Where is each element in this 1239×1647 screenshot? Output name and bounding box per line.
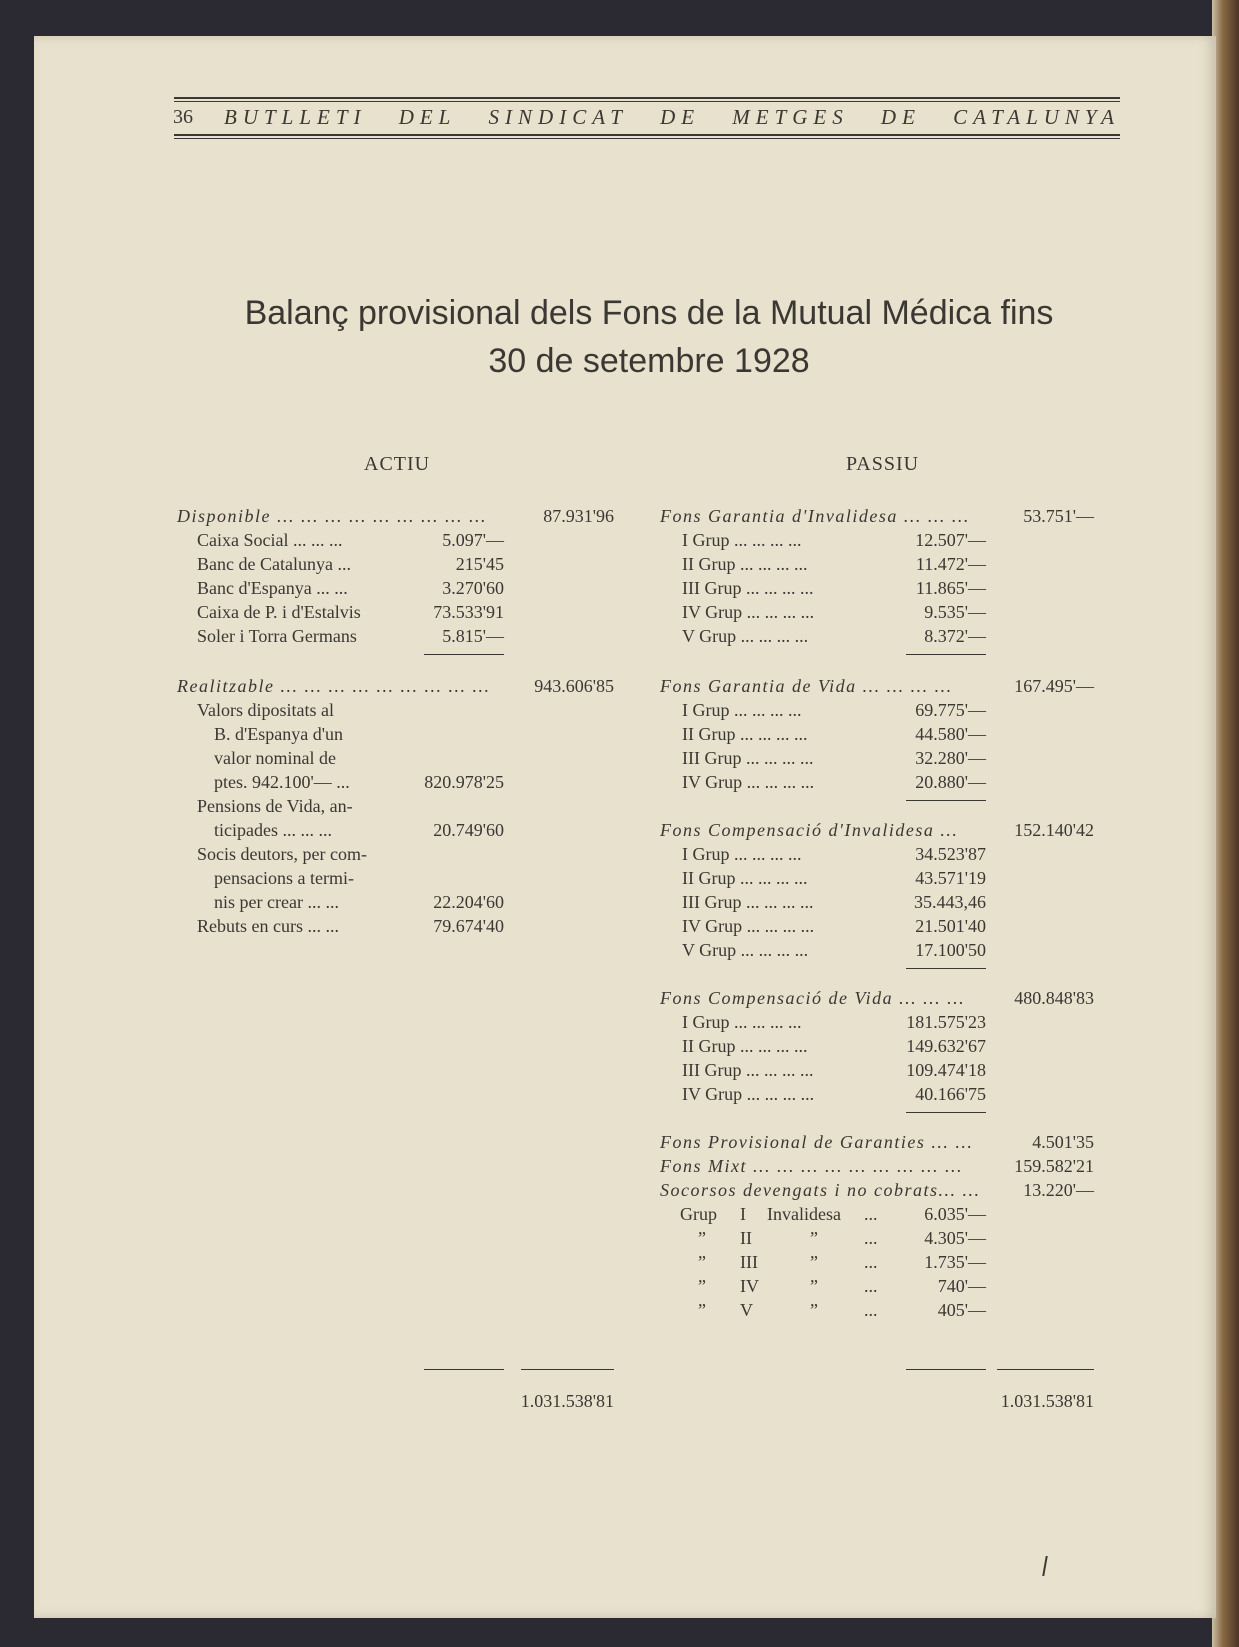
total-rule — [521, 1369, 614, 1370]
valors-line: valor nominal de — [214, 748, 336, 768]
actiu-item-value: 73.533'91 — [433, 602, 504, 622]
socorsos-grup-col1: ” — [698, 1300, 706, 1320]
passiu-item-value: 11.865'— — [915, 578, 986, 598]
socorsos-grup-value: 1.735'— — [924, 1252, 986, 1272]
header-rule-bottom — [174, 134, 1120, 136]
passiu-item-value: 44.580'— — [915, 724, 986, 744]
passiu-item-value: 17.100'50 — [915, 940, 986, 960]
passiu-section-total: 152.140'42 — [1014, 820, 1094, 840]
actiu-item-value: 3.270'60 — [442, 578, 504, 598]
subtotal-rule — [906, 800, 986, 801]
passiu-item-label: IV Grup ... ... ... ... — [682, 916, 815, 936]
socorsos-total: 13.220'— — [1023, 1180, 1094, 1200]
socis-line: nis per crear ... ... — [214, 892, 339, 912]
passiu-item-value: 8.372'— — [924, 626, 986, 646]
passiu-item-label: V Grup ... ... ... ... — [682, 626, 809, 646]
rebuts-label: Rebuts en curs ... ... — [197, 916, 339, 936]
socorsos-grup-col3: ” — [810, 1300, 818, 1320]
socis-value: 22.204'60 — [433, 892, 504, 912]
provisional-label: Fons Provisional de Garanties ... ... — [660, 1132, 974, 1152]
socorsos-grup-col3: ” — [810, 1228, 818, 1248]
socorsos-grup-value: 740'— — [937, 1276, 986, 1296]
socorsos-grup-col3: ” — [810, 1276, 818, 1296]
socorsos-grup-col2: IV — [740, 1276, 759, 1296]
passiu-item-label: I Grup ... ... ... ... — [682, 844, 802, 864]
socorsos-grup-dots: ... — [864, 1204, 878, 1224]
actiu-item-value: 215'45 — [455, 554, 504, 574]
running-title-word: DE — [880, 105, 921, 129]
pensions-line: ticipades ... ... ... — [214, 820, 332, 840]
pensions-line: Pensions de Vida, an- — [197, 796, 353, 816]
passiu-item-label: IV Grup ... ... ... ... — [682, 1084, 815, 1104]
mixt-total: 159.582'21 — [1014, 1156, 1094, 1176]
subtotal-rule — [424, 654, 504, 655]
disponible-label: Disponible ... ... ... ... ... ... ... ... ... — [177, 506, 487, 526]
passiu-item-label: II Grup ... ... ... ... — [682, 724, 808, 744]
socorsos-grup-col3: ” — [810, 1252, 818, 1272]
passiu-item-label: III Grup ... ... ... ... — [682, 892, 814, 912]
realitzable-label: Realitzable ... ... ... ... ... ... ... ... ... — [177, 676, 491, 696]
socorsos-grup-col2: III — [740, 1252, 758, 1272]
passiu-item-label: III Grup ... ... ... ... — [682, 748, 814, 768]
header-rule-top-thin — [174, 101, 1120, 102]
socorsos-grup-col1: Grup — [680, 1204, 717, 1224]
socorsos-grup-dots: ... — [864, 1276, 878, 1296]
passiu-item-label: I Grup ... ... ... ... — [682, 530, 802, 550]
valors-line: ptes. 942.100'— ... — [214, 772, 350, 792]
document-title-line-2: 30 de setembre 1928 — [488, 342, 810, 380]
passiu-item-value: 32.280'— — [915, 748, 986, 768]
socorsos-grup-value: 405'— — [937, 1300, 986, 1320]
passiu-item-value: 181.575'23 — [906, 1012, 986, 1032]
passiu-heading: PASSIU — [846, 453, 920, 475]
running-title-word: BUTLLETI — [224, 105, 367, 129]
passiu-item-label: II Grup ... ... ... ... — [682, 1036, 808, 1056]
running-title-word: SINDICAT — [488, 105, 628, 129]
socorsos-grup-col2: II — [740, 1228, 752, 1248]
passiu-item-label: I Grup ... ... ... ... — [682, 1012, 802, 1032]
socorsos-grup-col1: ” — [698, 1252, 706, 1272]
socorsos-grup-col2: V — [740, 1300, 753, 1320]
ink-mark — [1042, 1556, 1051, 1576]
actiu-item-label: Caixa de P. i d'Estalvis — [197, 602, 361, 622]
socis-line: Socis deutors, per com- — [197, 844, 367, 864]
passiu-item-label: II Grup ... ... ... ... — [682, 868, 808, 888]
passiu-item-value: 21.501'40 — [915, 916, 986, 936]
passiu-item-value: 11.472'— — [915, 554, 986, 574]
total-rule — [906, 1369, 986, 1370]
subtotal-rule — [906, 968, 986, 969]
passiu-section-total: 480.848'83 — [1014, 988, 1094, 1008]
document-page — [34, 36, 1216, 1618]
socorsos-grup-dots: ... — [864, 1228, 878, 1248]
socorsos-grup-value: 6.035'— — [924, 1204, 986, 1224]
passiu-grand-total: 1.031.538'81 — [1000, 1391, 1094, 1411]
passiu-section-total: 167.495'— — [1014, 676, 1094, 696]
passiu-item-value: 149.632'67 — [906, 1036, 986, 1056]
passiu-item-value: 12.507'— — [915, 530, 986, 550]
rebuts-value: 79.674'40 — [433, 916, 504, 936]
socorsos-grup-col1: ” — [698, 1228, 706, 1248]
running-title-word: DE — [660, 105, 701, 129]
subtotal-rule — [906, 654, 986, 655]
total-rule — [424, 1369, 504, 1370]
passiu-item-value: 34.523'87 — [915, 844, 986, 864]
passiu-section-label: Fons Compensació d'Invalidesa ... — [660, 820, 959, 840]
passiu-item-value: 20.880'— — [915, 772, 986, 792]
header-rule-bottom-thin — [174, 138, 1120, 139]
subtotal-rule — [906, 1112, 986, 1113]
passiu-item-value: 35.443,46 — [914, 892, 986, 912]
socorsos-grup-col1: ” — [698, 1276, 706, 1296]
passiu-item-value: 69.775'— — [915, 700, 986, 720]
socorsos-grup-col3: Invalidesa — [767, 1204, 841, 1224]
passiu-item-label: I Grup ... ... ... ... — [682, 700, 802, 720]
socorsos-grup-dots: ... — [864, 1252, 878, 1272]
valors-line: B. d'Espanya d'un — [214, 724, 343, 744]
running-title-word: CATALUNYA — [953, 105, 1120, 129]
valors-line: Valors dipositats al — [197, 700, 334, 720]
actiu-item-label: Soler i Torra Germans — [197, 626, 357, 646]
document-title-line-1: Balanç provisional dels Fons de la Mutual Médica fins — [244, 294, 1054, 332]
running-title-word: DEL — [398, 105, 457, 129]
socorsos-grup-col2: I — [740, 1204, 746, 1224]
total-rule — [997, 1369, 1094, 1370]
socorsos-label: Socorsos devengats i no cobrats... ... — [660, 1180, 981, 1200]
header-rule-top — [174, 97, 1120, 99]
running-title-word: METGES — [732, 105, 849, 129]
realitzable-total: 943.606'85 — [534, 676, 614, 696]
passiu-item-label: III Grup ... ... ... ... — [682, 578, 814, 598]
passiu-item-label: III Grup ... ... ... ... — [682, 1060, 814, 1080]
passiu-section-label: Fons Compensació de Vida ... ... ... — [660, 988, 966, 1008]
pensions-value: 20.749'60 — [433, 820, 504, 840]
actiu-item-label: Banc de Catalunya ... — [197, 554, 351, 574]
valors-value: 820.978'25 — [424, 772, 504, 792]
book-spine-edge — [1212, 0, 1239, 1647]
socis-line: pensacions a termi- — [214, 868, 354, 888]
actiu-item-label: Banc d'Espanya ... ... — [197, 578, 348, 598]
passiu-item-label: II Grup ... ... ... ... — [682, 554, 808, 574]
disponible-total: 87.931'96 — [543, 506, 614, 526]
actiu-heading: ACTIU — [364, 453, 431, 475]
actiu-item-value: 5.097'— — [442, 530, 504, 550]
passiu-section-total: 53.751'— — [1023, 506, 1094, 526]
actiu-item-value: 5.815'— — [442, 626, 504, 646]
running-title — [224, 105, 1120, 130]
passiu-item-label: V Grup ... ... ... ... — [682, 940, 809, 960]
actiu-grand-total: 1.031.538'81 — [520, 1391, 614, 1411]
socorsos-grup-dots: ... — [864, 1300, 878, 1320]
passiu-item-label: IV Grup ... ... ... ... — [682, 772, 815, 792]
passiu-item-value: 43.571'19 — [915, 868, 986, 888]
passiu-item-label: IV Grup ... ... ... ... — [682, 602, 815, 622]
passiu-section-label: Fons Garantia de Vida ... ... ... ... — [660, 676, 953, 696]
passiu-item-value: 109.474'18 — [906, 1060, 986, 1080]
passiu-item-value: 9.535'— — [924, 602, 986, 622]
socorsos-grup-value: 4.305'— — [924, 1228, 986, 1248]
passiu-section-label: Fons Garantia d'Invalidesa ... ... ... — [660, 506, 970, 526]
passiu-item-value: 40.166'75 — [915, 1084, 986, 1104]
page-number: 36 — [173, 106, 193, 128]
mixt-label: Fons Mixt ... ... ... ... ... ... ... ... ... — [660, 1156, 963, 1176]
provisional-total: 4.501'35 — [1032, 1132, 1094, 1152]
actiu-item-label: Caixa Social ... ... ... — [197, 530, 343, 550]
